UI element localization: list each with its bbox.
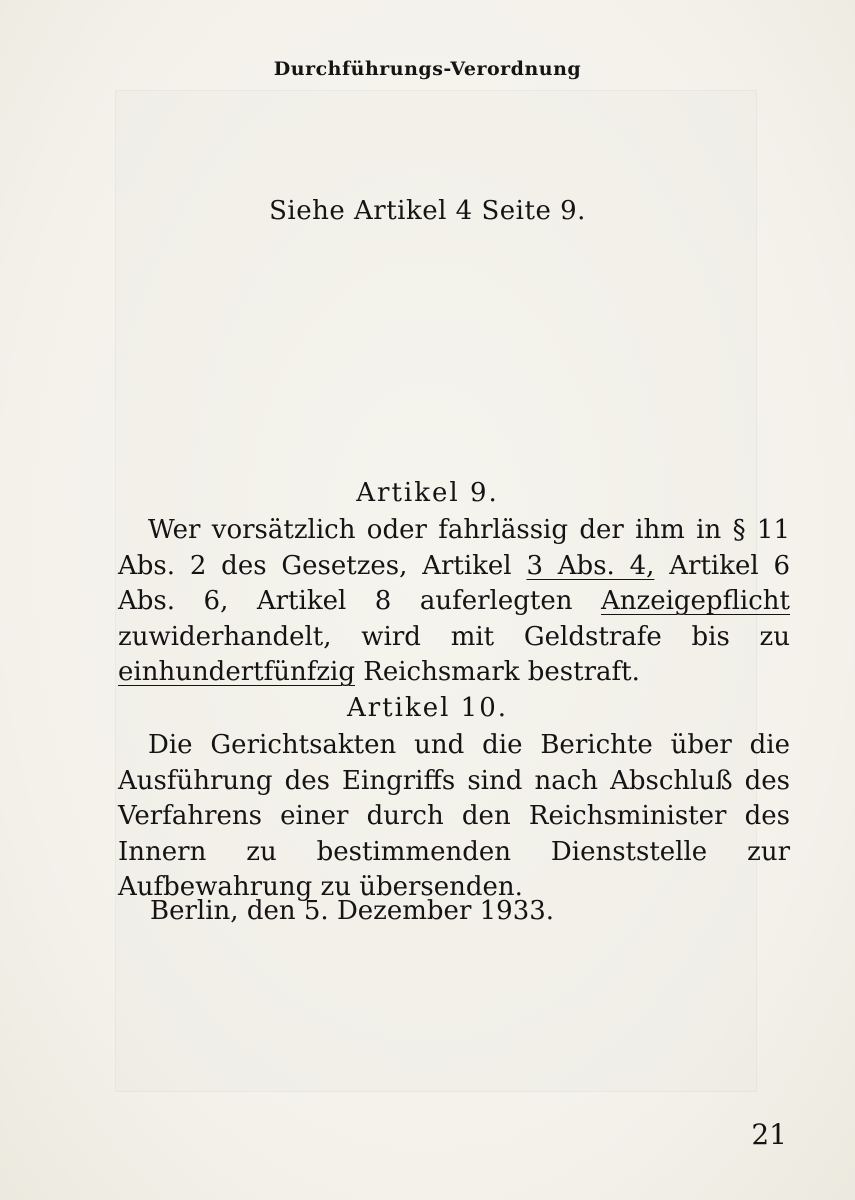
article-9-underlined-reference: 3 Abs. 4,: [526, 550, 655, 581]
article-9-text: [118, 513, 790, 691]
article-9-title: Artikel 9.: [356, 478, 499, 508]
page-header: Durchführungs-Verordnung: [273, 58, 582, 80]
article-9-text-part: Reichsmark bestraft.: [354, 657, 640, 687]
article-10-title: Artikel 10.: [346, 693, 509, 723]
article-9-underlined-amount: einhundertfünfzig: [118, 657, 355, 687]
page-number: 21: [751, 1118, 787, 1151]
article-9-text-part: zuwiderhandelt, wird mit Geldstrafe bis zu: [118, 621, 790, 652]
article-9-underlined-duty: Anzeigepflicht: [600, 586, 790, 616]
article-9-text-part: Artikel 6 Abs. 6, Artikel 8 auferlegten: [118, 550, 791, 616]
signoff-date: Berlin, den 5. Dezember 1933.: [150, 896, 555, 926]
article-9-text-part: Wer vorsätzlich oder fahrlässig der ihm in § 11 Abs. 2 des Gesetzes, Artikel: [118, 515, 790, 581]
article-10-text: Die Gerichtsakten und die Berichte über die Ausführung des Eingriffs sind nach Abschluß des Verfahrens einer durch den Reichsminister des Innern zu bestimmenden Dienststelle zur Aufbewahrung zu übersenden.: [118, 730, 790, 902]
see-reference-note: Siehe Artikel 4 Seite 9.: [269, 196, 586, 226]
